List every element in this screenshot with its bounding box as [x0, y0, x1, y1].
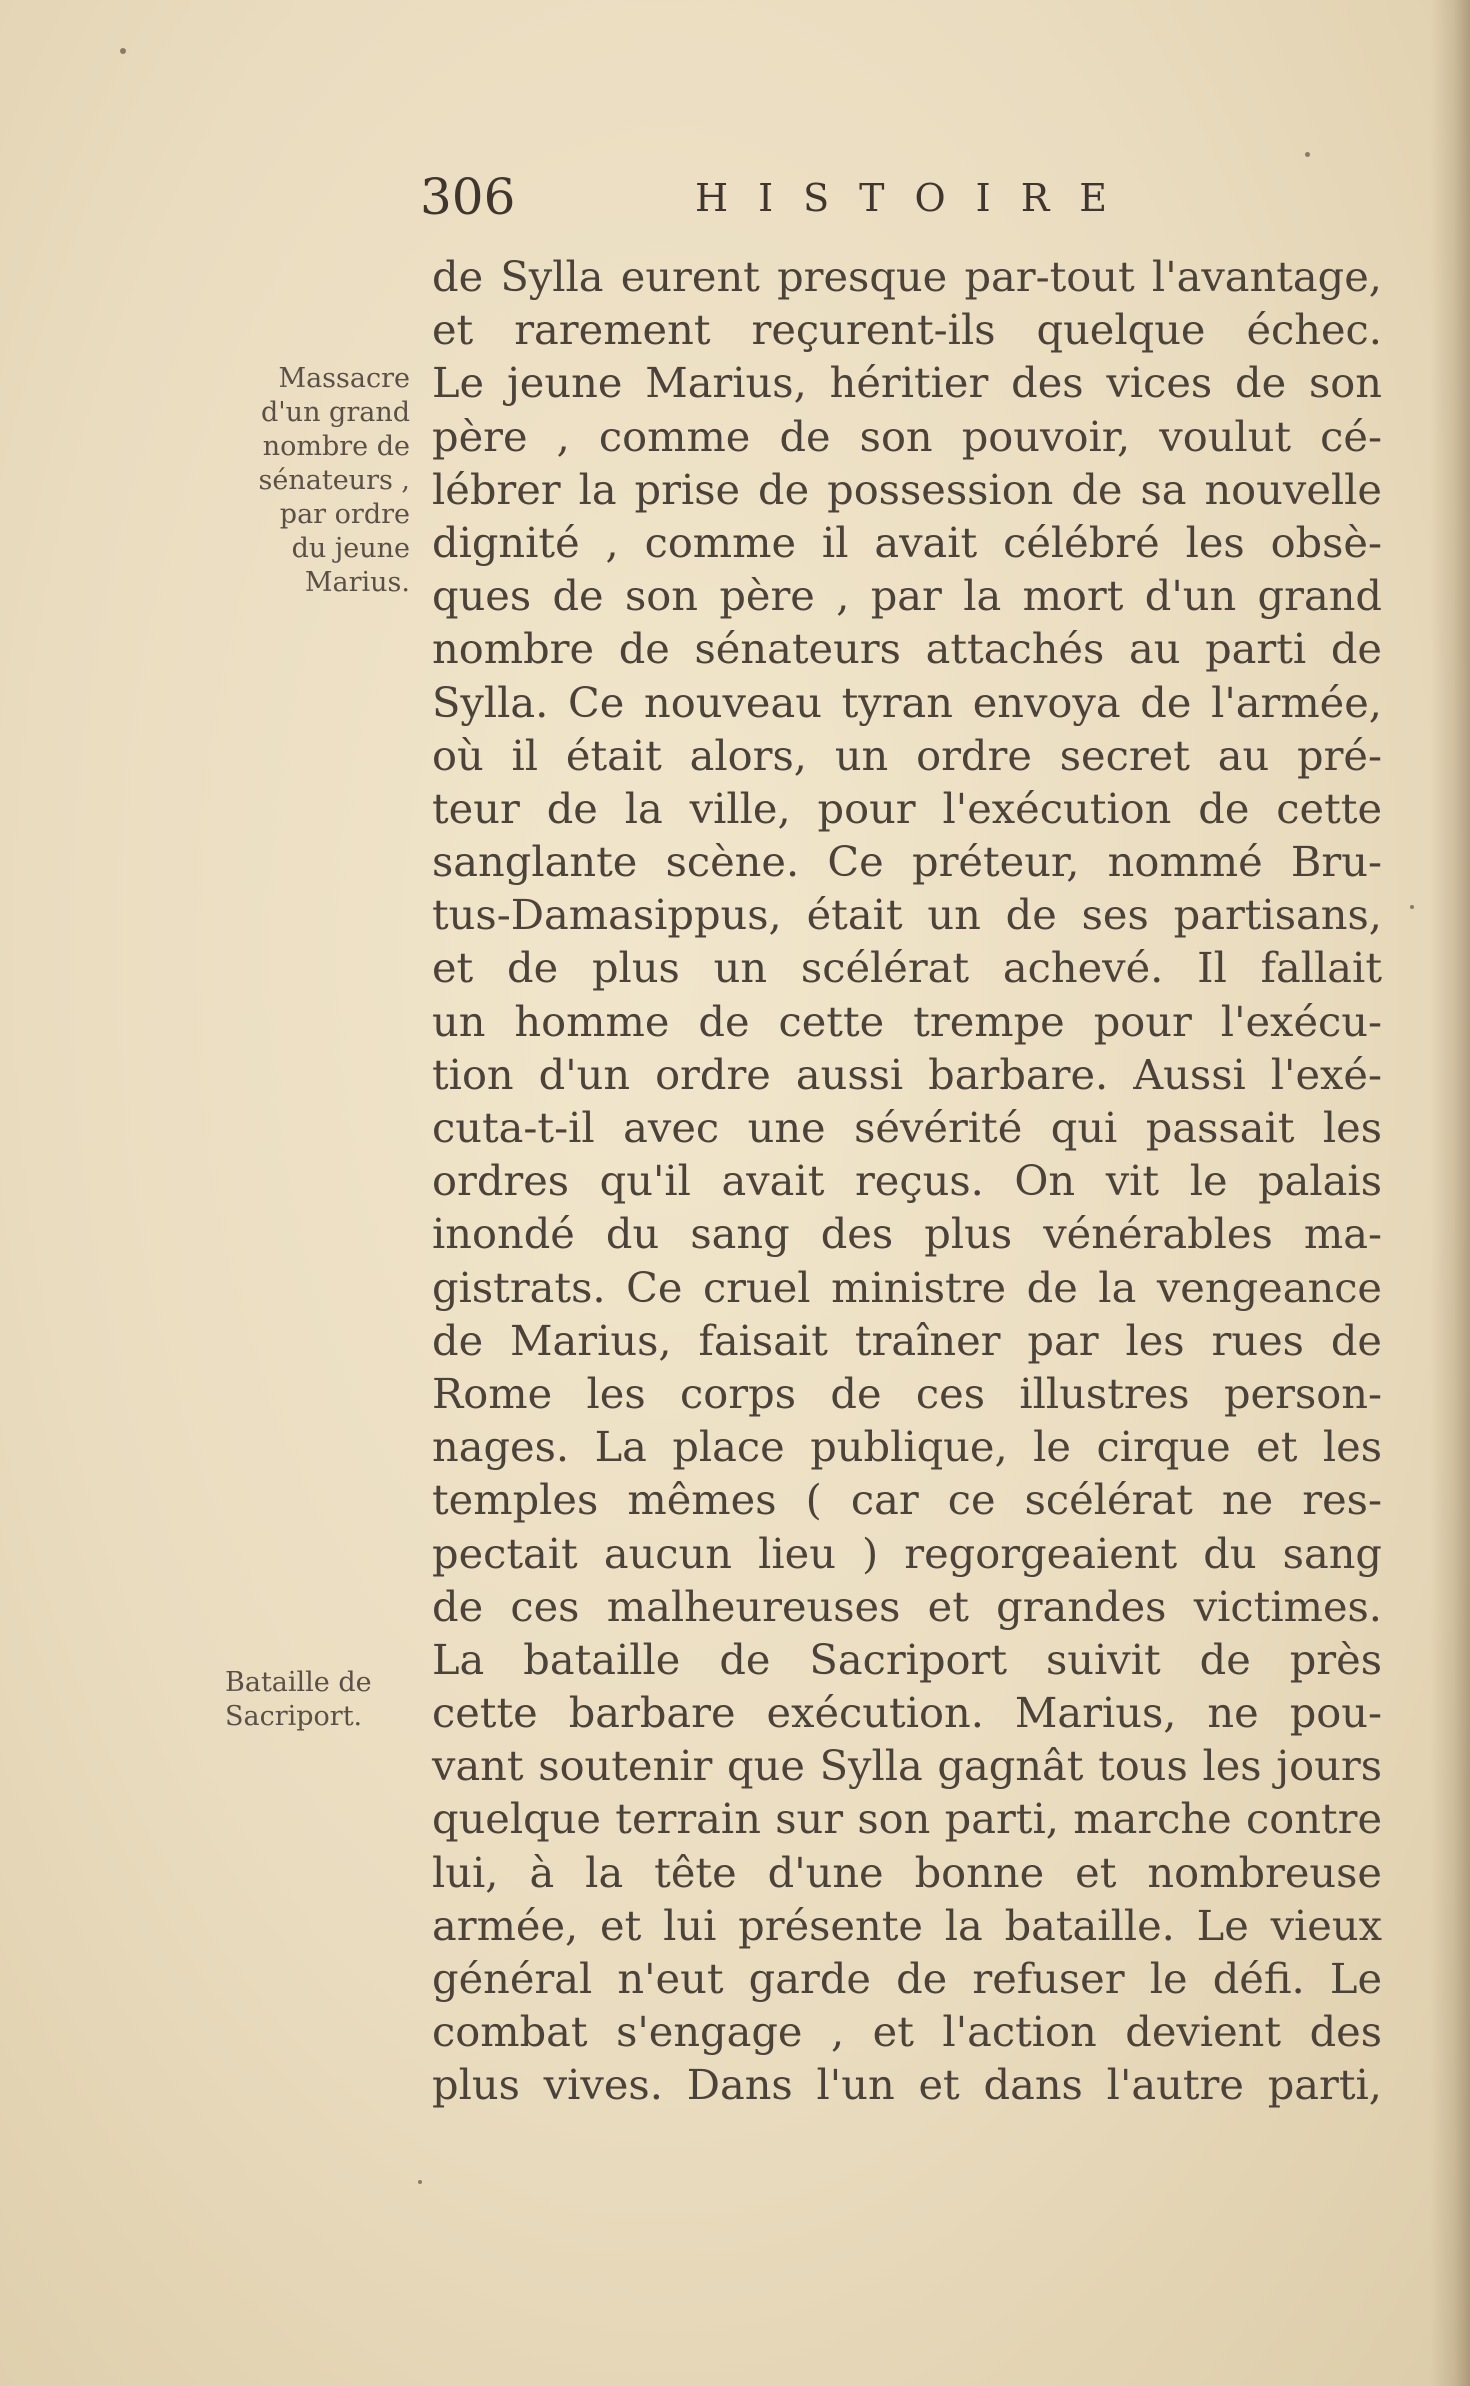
text-line: de Marius, faisait traîner par les rues de [432, 1315, 1382, 1365]
margin-note-line: sénateurs , [258, 465, 410, 496]
text-line: gistrats. Ce cruel ministre de la vengeance [432, 1262, 1382, 1312]
margin-note-sacriport [225, 1666, 440, 1734]
margin-note-line: Marius. [304, 567, 410, 598]
text-line: et rarement reçurent-ils quelque échec. [432, 305, 1382, 355]
text-line: Le jeune Marius, héritier des vices de son [432, 358, 1382, 408]
margin-note-line: par ordre [279, 499, 410, 530]
text-line: temples mêmes ( car ce scélérat ne res- [432, 1475, 1382, 1525]
text-line: général n'eut garde de refuser le défi. Le [432, 1954, 1382, 2003]
text-line: lébrer la prise de possession de sa nouvelle [432, 464, 1382, 514]
margin-note-line: nombre de [262, 431, 410, 462]
text-line: cette barbare exécution. Marius, ne pou- [432, 1688, 1382, 1738]
text-line: nages. La place publique, le cirque et les [432, 1422, 1382, 1472]
text-line: vant soutenir que Sylla gagnât tous les jours [432, 1741, 1382, 1791]
page-number: 306 [420, 168, 516, 226]
running-head [420, 168, 1140, 238]
text-line: tus-Damasippus, était un de ses partisans, [432, 890, 1382, 940]
body-text [432, 250, 1382, 2112]
text-line: tion d'un ordre aussi barbare. Aussi l'exé- [432, 1049, 1382, 1099]
text-line: armée, et lui présente la bataille. Le vieux [432, 1900, 1382, 1950]
paper-speck [1410, 905, 1414, 909]
margin-note-line: du jeune [291, 533, 410, 564]
margin-note-line: Massacre [278, 363, 410, 394]
text-line: plus vives. Dans l'un et dans l'autre parti, [432, 2060, 1382, 2110]
margin-note-line: Bataille de [225, 1667, 372, 1698]
running-title: HISTOIRE [695, 176, 1138, 220]
paper-speck [418, 2180, 422, 2184]
text-line: cuta-t-il avec une sévérité qui passait les [432, 1103, 1382, 1152]
text-line: père , comme de son pouvoir, voulut cé- [432, 411, 1382, 461]
text-line: un homme de cette trempe pour l'exécu- [432, 996, 1382, 1046]
text-line: où il était alors, un ordre secret au pré- [432, 730, 1382, 780]
text-line: ques de son père , par la mort d'un grand [432, 571, 1382, 621]
text-line: combat s'engage , et l'action devient des [432, 2007, 1382, 2057]
text-line: inondé du sang des plus vénérables ma- [432, 1209, 1382, 1259]
text-line: de ces malheureuses et grandes victimes. [432, 1581, 1382, 1631]
paper-speck [120, 48, 126, 54]
margin-note-line: Sacriport. [225, 1701, 363, 1732]
text-line: teur de la ville, pour l'exécution de cette [432, 783, 1382, 833]
text-line: nombre de sénateurs attachés au parti de [432, 624, 1382, 674]
text-line: de Sylla eurent presque par-tout l'avantage, [432, 252, 1382, 301]
text-line: quelque terrain sur son parti, marche contre [432, 1794, 1382, 1844]
text-line: Sylla. Ce nouveau tyran envoya de l'armée, [432, 677, 1382, 727]
page-edge-shadow [1430, 0, 1470, 2386]
margin-note-massacre [200, 362, 410, 600]
text-line: La bataille de Sacriport suivit de près [432, 1634, 1382, 1684]
text-line: sanglante scène. Ce préteur, nommé Bru- [432, 837, 1382, 887]
text-line: lui, à la tête d'une bonne et nombreuse [432, 1847, 1382, 1897]
text-line: pectait aucun lieu ) regorgeaient du sang [432, 1528, 1382, 1578]
text-line: et de plus un scélérat achevé. Il fallait [432, 943, 1382, 993]
text-line: ordres qu'il avait reçus. On vit le palais [432, 1156, 1382, 1206]
paper-speck [1305, 152, 1310, 157]
text-line: Rome les corps de ces illustres person- [432, 1368, 1382, 1418]
text-line: dignité , comme il avait célébré les obsè- [432, 517, 1382, 567]
margin-note-line: d'un grand [260, 397, 410, 428]
